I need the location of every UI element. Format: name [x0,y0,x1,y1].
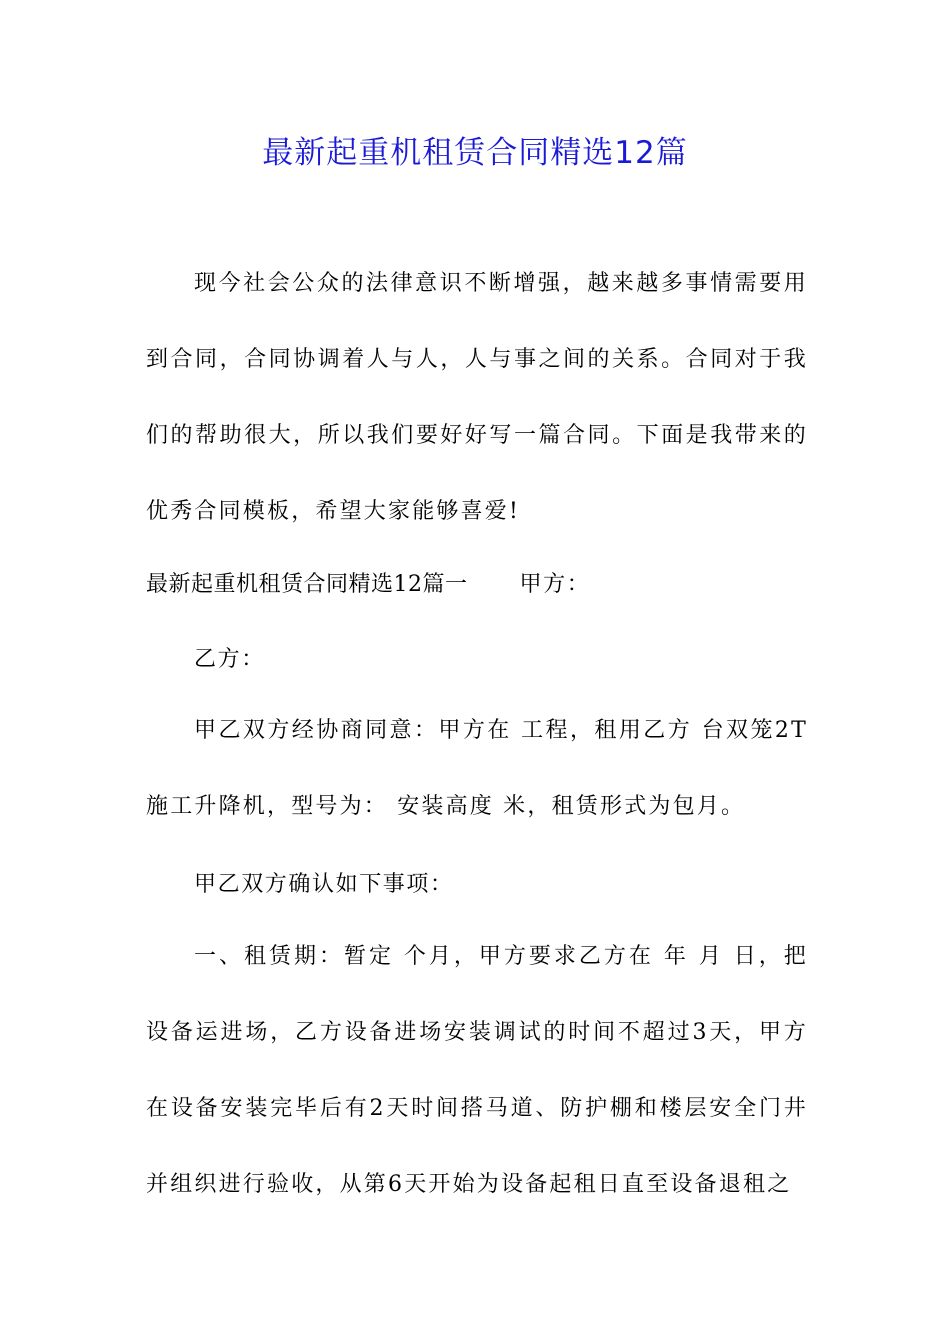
clause-1-paragraph: 一、租赁期：暂定 个月，甲方要求乙方在 年 月 日，把设备运进场，乙方设备进场安装调试的时间不超过3天，甲方在设备安装完毕后有2天时间搭马道、防护棚和楼层安全门井并组织进行验收，从第6天开始为设备起租日直至设备退租之 [146,944,808,1197]
party-a-label: 甲方： [519,572,591,597]
document-title: 最新起重机租赁合同精选12篇 [262,135,688,171]
confirm-intro: 甲乙双方确认如下事项： [194,872,454,897]
intro-paragraph: 现今社会公众的法律意识不断增强，越来越多事情需要用到合同，合同协调着人与人，人与事之间的关系。合同对于我们的帮助很大，所以我们要好好写一篇合同。下面是我带来的优秀合同模板，希望大家能够喜爱! [146,271,808,524]
section-heading-line [146,570,590,600]
party-b-label: 乙方： [194,647,265,672]
section-heading: 最新起重机租赁合同精选12篇一 [146,572,468,597]
agreement-paragraph: 甲乙双方经协商同意：甲方在 工程，租用乙方 台双笼2T施工升降机，型号为： 安装高度 米，租赁形式为包月。 [146,718,808,819]
